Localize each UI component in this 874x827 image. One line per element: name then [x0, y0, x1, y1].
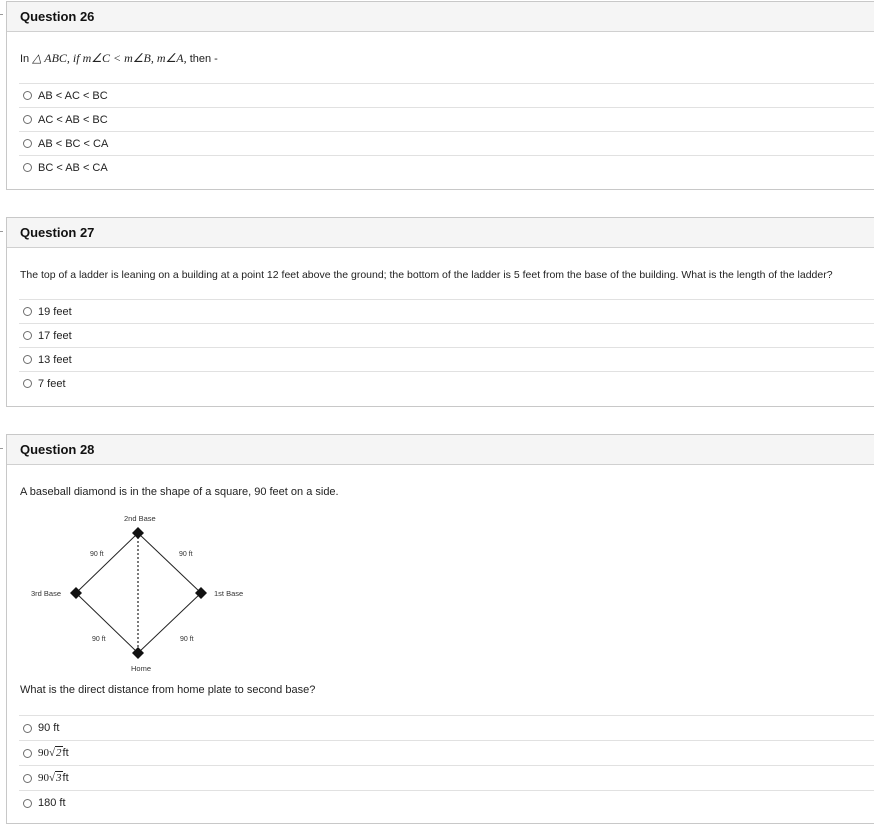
option-label — [38, 772, 63, 784]
side-length-label: 90 ft — [179, 551, 193, 558]
diamond-edge — [76, 533, 138, 593]
answer-option[interactable] — [19, 371, 874, 395]
option-radicand: 2 — [56, 747, 62, 759]
prompt-suffix: then - — [186, 53, 218, 65]
radio-button[interactable] — [23, 749, 32, 758]
radio-button[interactable] — [23, 799, 32, 808]
option-label: 7 feet — [38, 377, 66, 390]
question-prompt — [20, 51, 218, 66]
side-length-label: 90 ft — [92, 636, 106, 643]
question-title: Question 26 — [20, 9, 95, 24]
answer-options — [19, 299, 874, 395]
question-26-card — [6, 1, 874, 190]
home-label: Home — [131, 664, 152, 671]
question-header — [7, 218, 874, 248]
option-label: 90 ft — [38, 722, 60, 734]
second-base-label: 2nd Base — [124, 514, 156, 523]
radio-button[interactable] — [23, 355, 32, 364]
answer-option[interactable] — [19, 790, 874, 815]
option-label: 180 ft — [38, 797, 66, 809]
answer-option[interactable] — [19, 765, 874, 790]
option-label: 13 feet — [38, 353, 72, 366]
prompt-prefix: In — [20, 53, 30, 65]
option-label: AC < AB < BC — [38, 113, 108, 126]
option-radicand: 3 — [56, 772, 62, 784]
answer-option[interactable] — [19, 107, 874, 131]
radio-button[interactable] — [23, 307, 32, 316]
diamond-edge — [138, 593, 201, 653]
answer-option[interactable] — [19, 299, 874, 323]
answer-option[interactable] — [19, 323, 874, 347]
option-label: BC < AB < CA — [38, 161, 108, 174]
question-subprompt: What is the direct distance from home plate to second base? — [20, 684, 316, 696]
side-length-label: 90 ft — [180, 636, 194, 643]
option-unit: ft — [62, 772, 69, 784]
first-base-label: 1st Base — [214, 589, 244, 598]
answer-options — [19, 715, 874, 815]
question-header — [7, 435, 874, 465]
answer-option[interactable] — [19, 83, 874, 107]
answer-option[interactable] — [19, 740, 874, 765]
option-coefficient: 90 — [38, 747, 49, 759]
third-base-label: 3rd Base — [31, 589, 62, 598]
baseball-diamond-figure — [20, 511, 260, 671]
radio-button[interactable] — [23, 91, 32, 100]
diamond-edge — [138, 533, 201, 593]
option-label: 17 feet — [38, 329, 72, 342]
prompt-math: △ ABC, if m∠C < m∠B, m∠A, — [32, 51, 187, 65]
radio-button[interactable] — [23, 115, 32, 124]
answer-option[interactable] — [19, 131, 874, 155]
option-label: AB < BC < CA — [38, 137, 109, 150]
sqrt-symbol: √ — [49, 772, 56, 784]
question-27-card — [6, 217, 874, 407]
radio-button[interactable] — [23, 774, 32, 783]
answer-option[interactable] — [19, 155, 874, 179]
radio-button[interactable] — [23, 331, 32, 340]
answer-option[interactable] — [19, 347, 874, 371]
option-label — [38, 747, 63, 759]
answer-option[interactable] — [19, 715, 874, 740]
question-header — [7, 2, 874, 32]
option-coefficient: 90 — [38, 772, 49, 784]
question-prompt: The top of a ladder is leaning on a building at a point 12 feet above the ground; the bottom of the ladder is 5 feet from the base of the building. What is the length of the ladder? — [20, 269, 833, 281]
option-unit: ft — [62, 747, 69, 759]
question-28-card — [6, 434, 874, 824]
answer-options — [19, 83, 874, 179]
radio-button[interactable] — [23, 724, 32, 733]
sqrt-symbol: √ — [49, 747, 56, 759]
question-prompt: A baseball diamond is in the shape of a square, 90 feet on a side. — [20, 486, 339, 498]
radio-button[interactable] — [23, 379, 32, 388]
radio-button[interactable] — [23, 163, 32, 172]
diamond-edge — [76, 593, 138, 653]
side-length-label: 90 ft — [90, 551, 104, 558]
option-label: 19 feet — [38, 305, 72, 318]
question-title: Question 27 — [20, 225, 95, 240]
radio-button[interactable] — [23, 139, 32, 148]
option-label: AB < AC < BC — [38, 89, 108, 102]
question-title: Question 28 — [20, 442, 95, 457]
